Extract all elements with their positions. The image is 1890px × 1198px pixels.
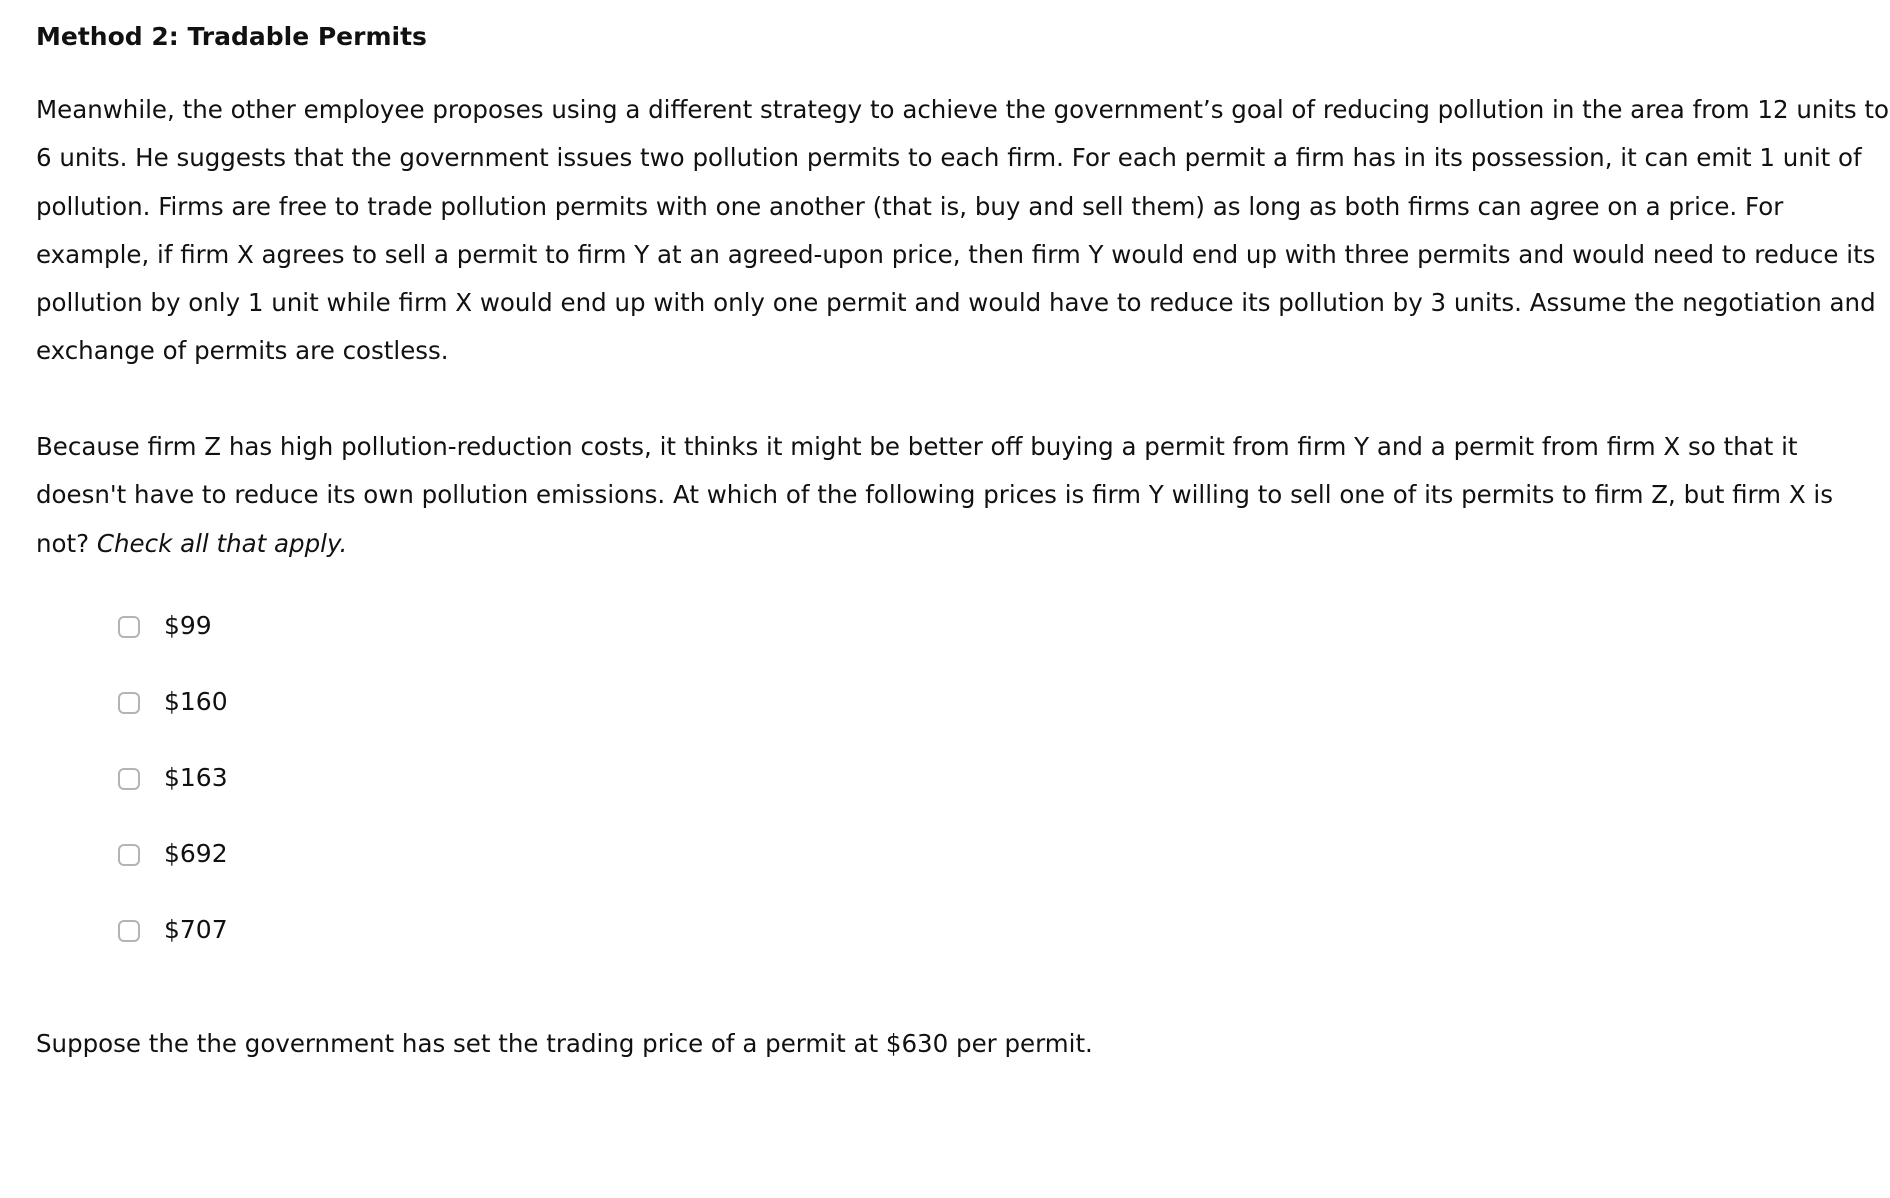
intro-line: example, if firm X agrees to sell a permit to firm Y at an agreed-upon price, then firm Y would end up with three permits and would need to reduce its [36, 239, 1876, 269]
intro-line: 6 units. He suggests that the government issues two pollution permits to each firm. For each permit a firm has in its possession, it can emit 1 unit of [36, 143, 1862, 173]
option-label: $160 [164, 687, 228, 716]
intro-line: Meanwhile, the other employee proposes using a different strategy to achieve the government’s goal of reducing pollution in the area from 12 units to [36, 95, 1889, 124]
option-692[interactable] [118, 834, 228, 910]
answer-options [118, 606, 228, 986]
checkbox[interactable] [118, 844, 140, 866]
checkbox[interactable] [118, 616, 140, 638]
option-label: $692 [164, 839, 228, 868]
intro-line: exchange of permits are costless. [36, 336, 449, 366]
checkbox[interactable] [118, 768, 140, 790]
checkbox[interactable] [118, 692, 140, 714]
question-prompt [36, 423, 1876, 568]
intro-line: pollution. Firms are free to trade pollution permits with one another (that is, buy and sell them) as long as both firms can agree on a price. For [36, 191, 1784, 221]
question-line-last [36, 520, 1876, 568]
option-160[interactable] [118, 682, 228, 758]
option-707[interactable] [118, 910, 228, 986]
question-instruction: Check all that apply. [96, 528, 348, 558]
question-line: doesn't have to reduce its own pollution emissions. At which of the following prices is firm Y willing to sell one of its permits to firm Z, but firm X is [36, 480, 1833, 510]
section-title: Method 2: Tradable Permits [36, 22, 427, 51]
option-163[interactable] [118, 758, 228, 834]
checkbox[interactable] [118, 920, 140, 942]
followup-text: Suppose the the government has set the trading price of a permit at $630 per permit. [36, 1029, 1093, 1058]
intro-line: pollution by only 1 unit while firm X would end up with only one permit and would have to reduce its pollution by 3 units. Assume the negotiation and [36, 288, 1876, 318]
option-99[interactable] [118, 606, 228, 682]
question-line-text: not? [36, 528, 97, 558]
option-label: $707 [164, 915, 228, 944]
option-label: $99 [164, 611, 212, 640]
intro-paragraph [36, 86, 1889, 376]
question-line: Because firm Z has high pollution-reduction costs, it thinks it might be better off buying a permit from firm Y and a permit from firm X so that it [36, 432, 1798, 461]
option-label: $163 [164, 763, 228, 792]
